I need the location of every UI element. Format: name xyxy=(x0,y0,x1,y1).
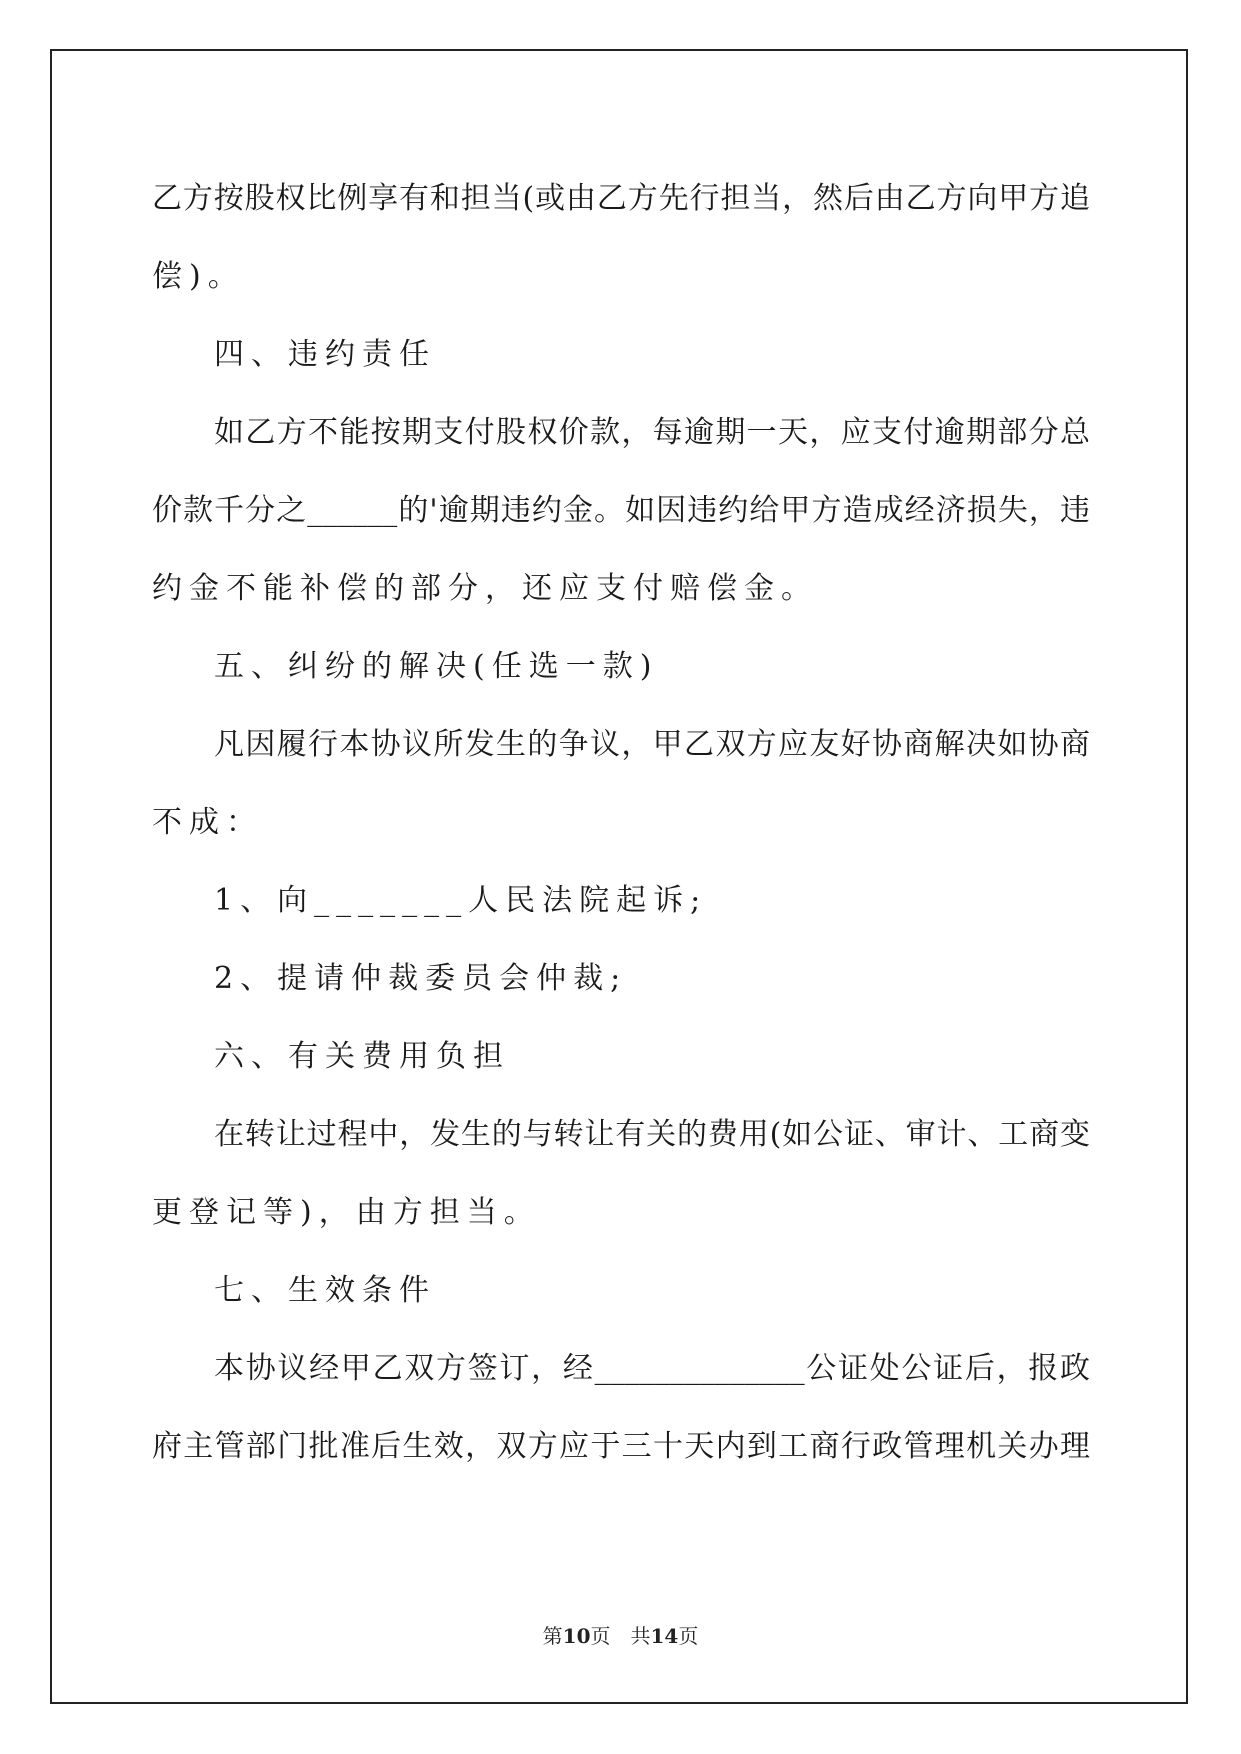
body-line: 乙方按股权比例享有和担当(或由乙方先行担当，然后由乙方向甲方追 xyxy=(152,181,1090,216)
list-item: 1、向_______人民法院起诉; xyxy=(214,883,708,918)
body-line: 不成： xyxy=(152,805,263,840)
footer-suffix: 页 xyxy=(678,1624,699,1648)
section-heading: 四、违约责任 xyxy=(214,337,436,372)
section-heading: 六、有关费用负担 xyxy=(214,1039,510,1074)
body-line: 偿)。 xyxy=(152,259,245,294)
section-heading: 七、生效条件 xyxy=(214,1273,436,1308)
list-item: 2、提请仲裁委员会仲裁; xyxy=(214,961,628,996)
body-line: 价款千分之______的'逾期违约金。如因违约给甲方造成经济损失，违 xyxy=(152,493,1090,528)
body-line: 更登记等)，由方担当。 xyxy=(152,1195,541,1230)
current-page-number: 10 xyxy=(562,1624,591,1648)
body-line: 如乙方不能按期支付股权价款，每逾期一天，应支付逾期部分总 xyxy=(214,415,1090,450)
section-heading: 五、纠纷的解决(任选一款) xyxy=(214,649,659,684)
body-line: 本协议经甲乙双方签订，经______________公证处公证后，报政 xyxy=(214,1351,1090,1386)
body-line: 约金不能补偿的部分，还应支付赔偿金。 xyxy=(152,571,818,606)
document-body xyxy=(152,160,1090,1486)
footer-mid: 页 共 xyxy=(590,1624,651,1648)
body-line: 在转让过程中，发生的与转让有关的费用(如公证、审计、工商变 xyxy=(214,1117,1090,1152)
footer-prefix: 第 xyxy=(542,1624,563,1648)
body-line: 府主管部门批准后生效，双方应于三十天内到工商行政管理机关办理 xyxy=(152,1429,1090,1464)
page-footer xyxy=(0,1624,1241,1648)
total-page-count: 14 xyxy=(650,1624,679,1648)
body-line: 凡因履行本协议所发生的争议，甲乙双方应友好协商解决如协商 xyxy=(214,727,1090,762)
